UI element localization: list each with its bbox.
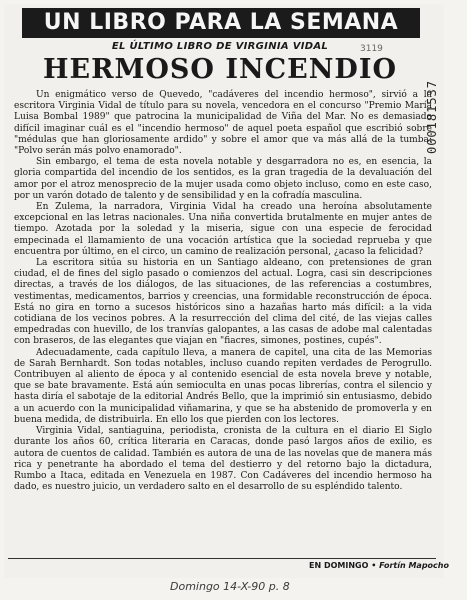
article-body	[14, 90, 432, 493]
footer-divider	[8, 558, 436, 559]
archive-code: 000181537	[425, 79, 440, 155]
section-banner: UN LIBRO PARA LA SEMANA	[22, 8, 420, 38]
paragraph: En Zulema, la narradora, Virginia Vidal ha creado una heroína absolutamente excepcional en las letras nacionales. Una niña convertida brutalmente en mujer antes de tiempo. Azotada por la soledad y la miseria, sigue con una especie de ferocidad empecinada el llamamiento de una vocación artística que la sociedad reprueba y que encuentra por último, en el circo, un camino de realización personal, ¿acaso la felicidad?	[14, 202, 432, 257]
credit-source: Fortín Mapocho	[379, 561, 449, 570]
credit-section: EN DOMINGO	[309, 561, 369, 570]
paragraph: Sin embargo, el tema de esta novela notable y desgarradora no es, en esencia, la gloria compartida del incendio de los sentidos, es la gran tragedia de la devaluación del amor por el atroz menosprecio de la mujer usada como objeto incluso, como en este caso, por un varón dotado de talento y de sensibilidad y en la cofradía masculina.	[14, 157, 432, 201]
paragraph: Un enigmático verso de Quevedo, "cadáveres del incendio hermoso", sirvió a la escritora Virginia Vidal de título para su novela, vencedora en el concurso "Premio María Luisa Bombal 1989" que patrocina la municipalidad de Viña del Mar. No es demasiado difícil imaginar cuál es el "incendio hermoso" de aquel poeta español que escribió sobre "médulas que han gloriosamente ardido" y sobre el amor que va más allá de la tumba: "Polvo serán más polvo enamorado".	[14, 90, 432, 157]
corner-stamp-number: 3119	[360, 44, 383, 54]
kicker: EL ÚLTIMO LIBRO DE VIRGINIA VIDAL	[111, 41, 329, 52]
credit-separator: •	[371, 561, 377, 570]
handwritten-date: Domingo 14-X-90 p. 8	[170, 580, 290, 593]
headline: HERMOSO INCENDIO	[43, 54, 397, 85]
paragraph: Adecuadamente, cada capítulo lleva, a manera de capitel, una cita de las Memorias de Sarah Bernhardt. Son todas notables, incluso cuando repiten verdades de Perogrullo. Contribuyen al aliento de época y al contenido esencial de esta novela breve y notable, que se bate bravamente. Está aún semioculta en unas pocas librerías, contra el silencio y hasta diría el sabotaje de la editorial Andrés Bello, que la imprimió sin entusiasmo, debido a un acuerdo con la municipalidad viñamarina, y que se ha abstenido de promoverla y en buena medida, de distribuirla. En ello los que pierden con los lectores.	[14, 347, 432, 425]
source-credit	[309, 561, 449, 570]
paragraph: La escritora sitúa su historia en un Santiago aldeano, con pretensiones de gran ciudad, el de fines del siglo pasado o comienzos del actual. Logra, casi sin descripciones directas, a través de los diálogos, de las situaciones, de las referencias a costumbres, vestimentas, medicamentos, barrios y creencias, una formidable reconstrucción de época. Está no gira en torno a sucesos históricos sino a hazañas harto más difícil: a la vida cotidiana de los vecinos pobres. A la resurrección del clima del cité, de las viejas calles empedradas con huevillo, de los tranvías galopantes, a las casas de adobe mal calentadas con braseros, de las elegantes que viajan en "fiacres, simones, postines, cupés".	[14, 258, 432, 347]
paragraph: Virginia Vidal, santiaguina, periodista, cronista de la cultura en el diario El Siglo durante los años 60, crítica literaria en Caracas, donde pasó largos años de exilio, es autora de cuentos de calidad. También es autora de una de las novelas que de manera más rica y penetrante ha abordado el tema del destierro y del retorno bajo la dictadura, Rumbo a Itaca, editada en Venezuela en 1987. Con Cadáveres del incendio hermoso ha dado, es nuestro juicio, un verdadero salto en el desarrollo de su espléndido talento.	[14, 426, 432, 493]
